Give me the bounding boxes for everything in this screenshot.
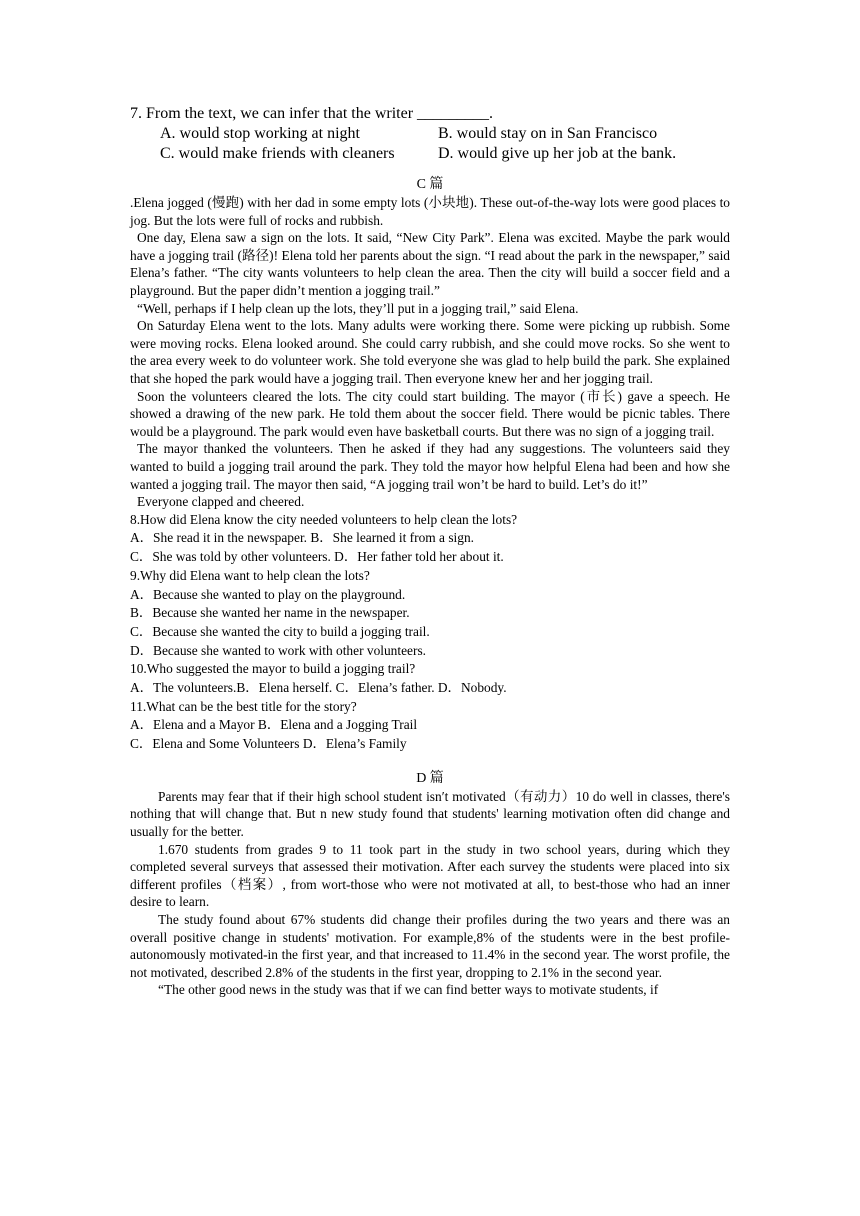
- section-c-passage: [130, 194, 730, 511]
- option-d: D. would give up her job at the bank.: [438, 145, 677, 162]
- passage-paragraph: The mayor thanked the volunteers. Then he asked if they had any suggestions. The volunteers said they wanted to build a jogging trail around the park. They told the mayor how helpful Elena had been and how she wanted a jogging trail. The mayor then said, “A jogging trail won’t be hard to build. Let’s do it!”: [130, 441, 730, 492]
- passage-paragraph: The study found about 67% students did change their profiles during the two years and there was an overall positive change in students' motivation. For example,8% of the students were in the best profile-autonomously motivated-in the first year, and that increased to 11.4% in the second year. The worst profile, the not motivated, described 2.8% of the students in the first year, dropping to 2.1% in the second year.: [130, 911, 730, 980]
- document-content: [130, 104, 730, 999]
- question-7: [130, 104, 730, 164]
- question-line: B．Because she wanted her name in the newspaper.: [130, 605, 410, 621]
- option-a: A. would stop working at night: [160, 125, 360, 142]
- question-line: C．She was told by other volunteers. D．Her father told her about it.: [130, 549, 504, 565]
- option-b: B. would stay on in San Francisco: [438, 125, 658, 142]
- section-c-questions: [130, 511, 730, 754]
- question-7-options-row-2: [130, 144, 730, 164]
- question-line: A．She read it in the newspaper. B．She learned it from a sign.: [130, 530, 474, 546]
- passage-paragraph: “Well, perhaps if I help clean up the lots, they’ll put in a jogging trail,” said Elena.: [137, 300, 579, 316]
- passage-paragraph: 1.670 students from grades 9 to 11 took part in the study in two school years, during which they completed several surveys that assessed their motivation. After each survey the students were placed into six different profiles（档案）, from wort-those who were not motivated at all, to best-those who had an inner desire to learn.: [130, 841, 730, 910]
- question-line: 9.Why did Elena want to help clean the lots?: [130, 567, 370, 583]
- passage-paragraph: “The other good news in the study was that if we can find better ways to motivate students, if: [158, 982, 659, 998]
- passage-paragraph: Everyone clapped and cheered.: [137, 494, 305, 510]
- question-line: A．Elena and a Mayor B．Elena and a Jogging Trail: [130, 717, 418, 733]
- question-7-stem: 7. From the text, we can infer that the writer _________.: [130, 105, 494, 122]
- question-line: A．The volunteers.B．Elena herself. C．Elena’s father. D．Nobody.: [130, 680, 507, 696]
- option-c: C. would make friends with cleaners: [160, 145, 395, 162]
- passage-paragraph: Soon the volunteers cleared the lots. The city could start building. The mayor (市长) gave a speech. He showed a drawing of the new park. He told them about the soccer field. There would be picnic tables. There would be a playground. The park would even have basketball courts. But there was no sign of a jogging trail.: [130, 388, 730, 439]
- passage-paragraph: Parents may fear that if their high school student isn′t motivated（有动力）10 do well in classes, there's nothing that will change that. But n new study found that students' learning motivation often did change and usually for the better.: [130, 788, 730, 840]
- question-line: C．Elena and Some Volunteers D．Elena’s Family: [130, 736, 407, 752]
- question-line: C．Because she wanted the city to build a jogging trail.: [130, 623, 430, 639]
- section-d-passage: [130, 788, 730, 999]
- question-line: 10.Who suggested the mayor to build a jogging trail?: [130, 661, 416, 677]
- section-c-heading: C 篇: [416, 177, 444, 192]
- question-line: D．Because she wanted to work with other volunteers.: [130, 642, 427, 658]
- section-d-heading: D 篇: [416, 770, 444, 786]
- passage-paragraph: One day, Elena saw a sign on the lots. It said, “New City Park”. Elena was excited. Maybe the park would have a jogging trail (路径)! Elena told her parents about the sign. “I read about the park in the newspaper,” said Elena’s father. “The city wants volunteers to help clean the area. Then the city will build a soccer field and a playground. But the paper didn’t mention a jogging trail.”: [130, 230, 730, 298]
- passage-paragraph: .Elena jogged (慢跑) with her dad in some empty lots (小块地). These out-of-the-way lots were good places to jog. But the lots were full of rocks and rubbish.: [130, 195, 730, 228]
- question-7-options-row-1: [130, 124, 730, 144]
- question-line: A．Because she wanted to play on the playground.: [130, 586, 406, 602]
- passage-paragraph: On Saturday Elena went to the lots. Many adults were working there. Some were picking up rubbish. Some were moving rocks. Elena looked around. She could carry rubbish, and she could move rocks. So she went to the area every week to do volunteer work. She told everyone she was glad to help build the park. She explained that she hoped the park would have a jogging trail. Then everyone knew her and her jogging trail.: [130, 318, 730, 386]
- question-line: 11.What can be the best title for the story?: [130, 698, 357, 714]
- question-line: 8.How did Elena know the city needed volunteers to help clean the lots?: [130, 511, 518, 527]
